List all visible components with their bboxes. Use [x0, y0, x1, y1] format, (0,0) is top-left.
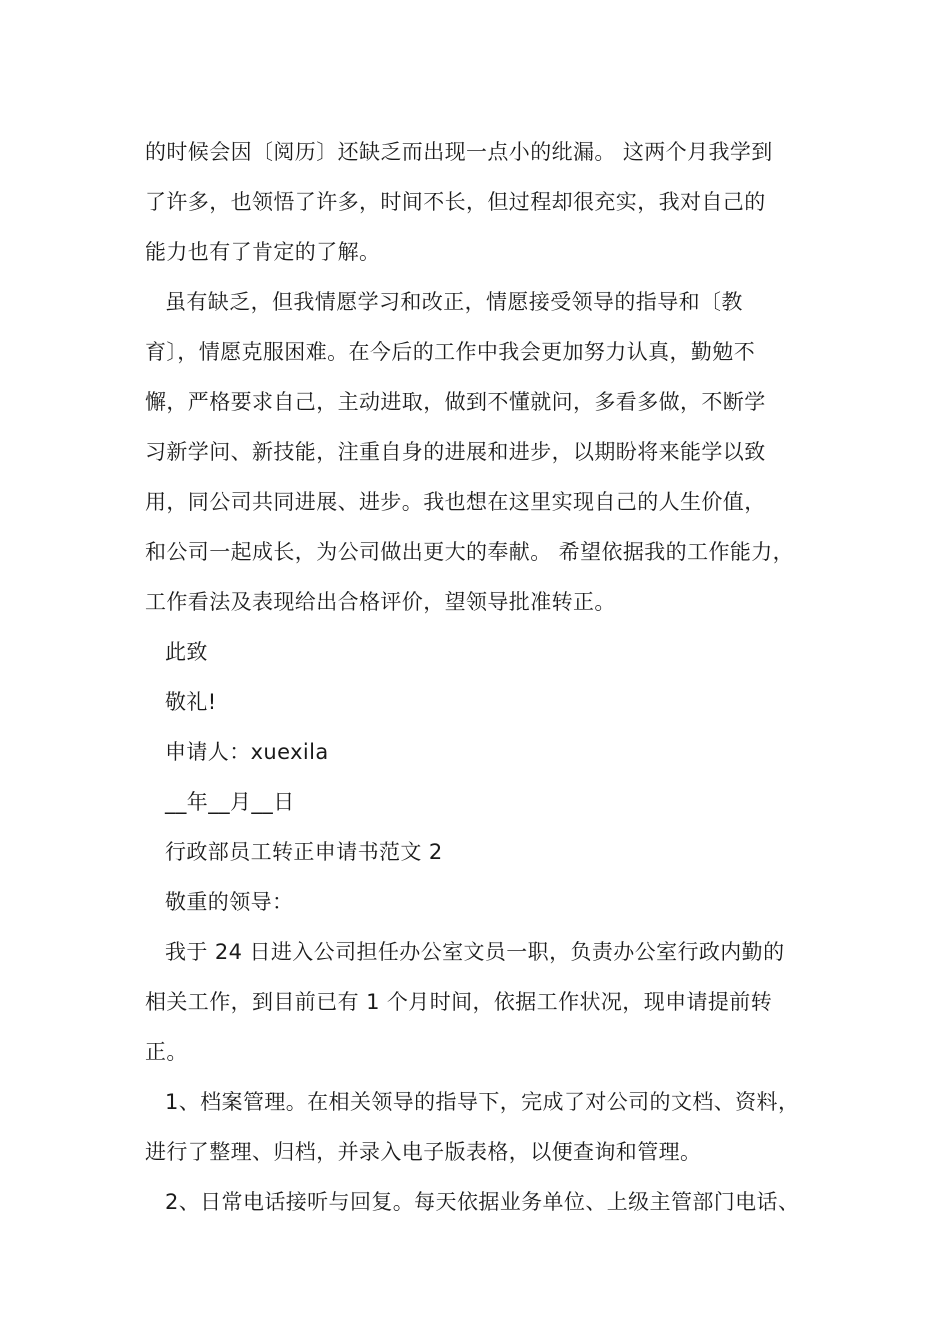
body-line: 相关工作，到目前已有 1 个月时间，依据工作状况，现申请提前转: [145, 990, 773, 1014]
body-line: 能力也有了肯定的了解。: [145, 240, 381, 264]
body-line: 懈，严格要求自己，主动进取，做到不懂就问，多看多做，不断学: [145, 390, 766, 414]
date-line: __年__月__日: [165, 790, 295, 814]
body-line: 用，同公司共同进展、进步。我也想在这里实现自己的人生价值，: [145, 490, 766, 514]
list-item: 2、日常电话接听与回复。每天依据业务单位、上级主管部门电话、: [165, 1190, 800, 1214]
body-line: 我于 24 日进入公司担任办公室文员一职，负责办公室行政内勤的: [165, 940, 785, 964]
closing-salutation: 此致: [165, 640, 208, 664]
applicant-line: 申请人：xuexila: [165, 740, 329, 764]
body-line: 工作看法及表现给出合格评价，望领导批准转正。: [145, 590, 616, 614]
body-line: 和公司一起成长，为公司做出更大的奉献。 希望依据我的工作能力，: [145, 540, 795, 564]
body-line: 进行了整理、归档，并录入电子版表格，以便查询和管理。: [145, 1140, 702, 1164]
body-line: 正。: [145, 1040, 188, 1064]
body-line: 虽有缺乏，但我情愿学习和改正，情愿接受领导的指导和〔教: [165, 290, 743, 314]
section-title: 行政部员工转正申请书范文 2: [165, 840, 443, 864]
greeting-line: 敬重的领导：: [165, 890, 294, 914]
body-line: 习新学问、新技能，注重自身的进展和进步，以期盼将来能学以致: [145, 440, 766, 464]
document-body: [145, 127, 825, 1227]
body-line: 育〕，情愿克服困难。在今后的工作中我会更加努力认真，勤勉不: [145, 340, 756, 364]
body-line: 了许多，也领悟了许多，时间不长，但过程却很充实，我对自己的: [145, 190, 766, 214]
closing-regards: 敬礼!: [165, 690, 217, 714]
body-line: 的时候会因〔阅历〕还缺乏而出现一点小的纰漏。 这两个月我学到: [145, 140, 773, 164]
list-item: 1、档案管理。在相关领导的指导下，完成了对公司的文档、资料，: [165, 1090, 800, 1114]
